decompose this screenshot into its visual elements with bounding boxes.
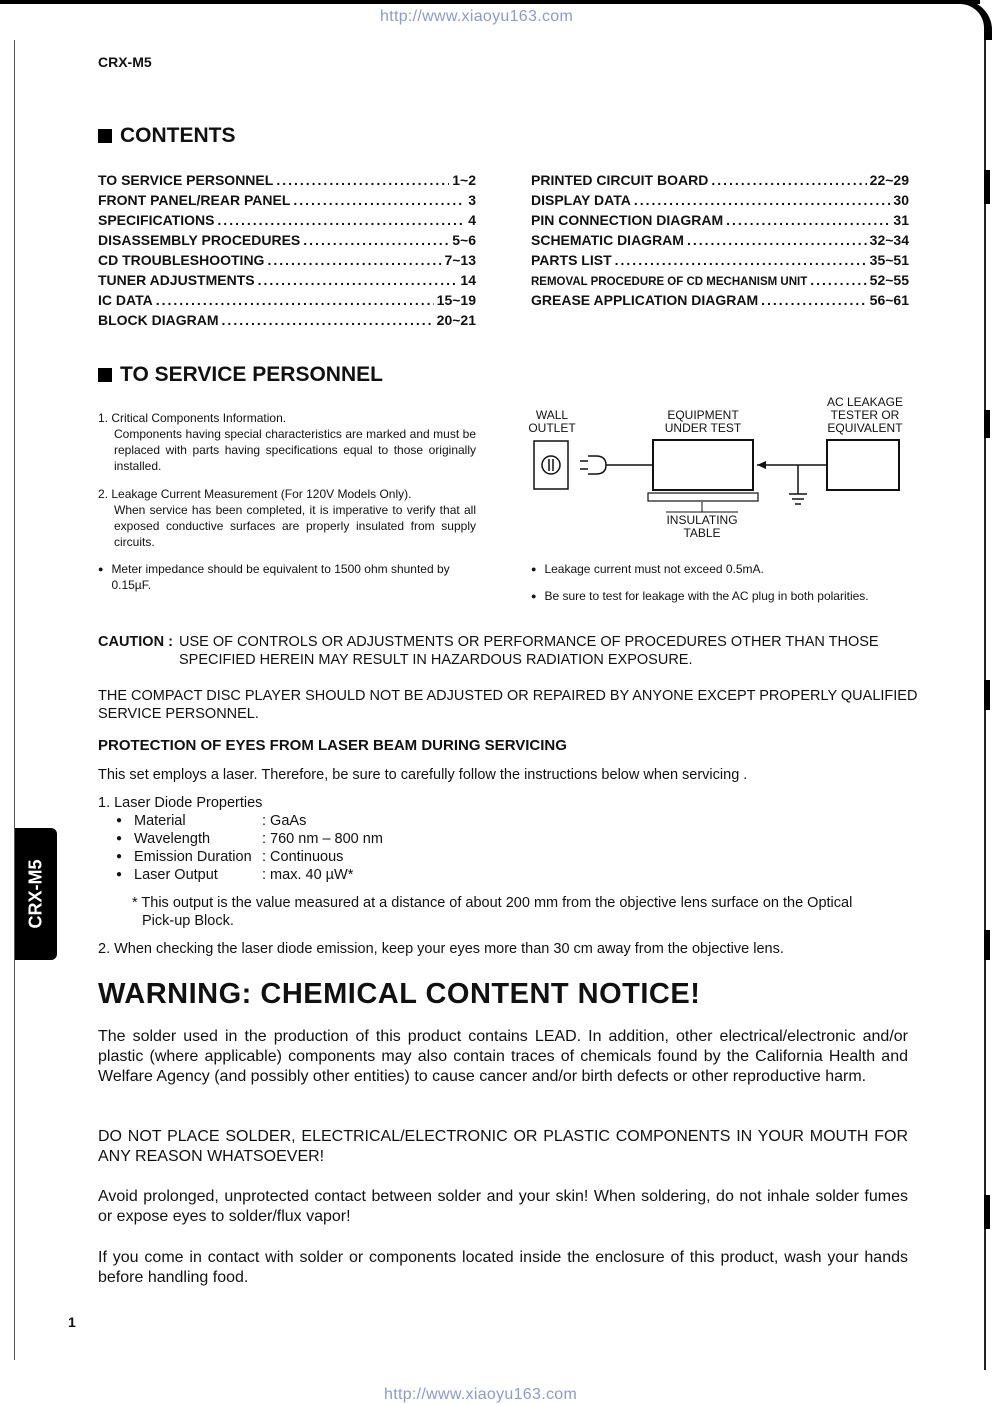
page-corner	[956, 0, 992, 40]
warning-p3: Avoid prolonged, unprotected contact between solder and your skin! When soldering, do not inhale solder fumes or expose eyes to solder/flux vapor!	[98, 1188, 908, 1225]
item-body: Components having special characteristics are marked and must be replaced with parts having specifications equal to those originally installed.	[114, 427, 476, 473]
toc-entry[interactable]: DISASSEMBLY PROCEDURES ..... 5~6	[98, 228, 476, 248]
equipment-box	[653, 440, 753, 490]
laser-item-2: 2. When checking the laser diode emission, keep your eyes more than 30 cm away from the objective lens.	[98, 941, 784, 957]
model-label: CRX-M5	[98, 54, 152, 70]
toc-entry[interactable]: PRINTED CIRCUIT BOARD ..... 22~29	[531, 168, 909, 188]
toc-entry[interactable]: PIN CONNECTION DIAGRAM ..... 31	[531, 208, 909, 228]
bullet-leak: ● Leakage current must not exceed 0.5mA.	[531, 562, 764, 576]
bullet-icon: ●	[116, 851, 123, 862]
caution-label: CAUTION :	[98, 634, 173, 650]
item-title: 2. Leakage Current Measurement (For 120V Models Only).	[98, 487, 412, 501]
tester-label: AC LEAKAGE	[826, 395, 904, 409]
arrow-icon	[757, 461, 766, 469]
warning-p1: The solder used in the production of this product contains LEAD. In addition, other electrical/electronic and/or plastic (where applicable) components may also contain traces of chemicals found by the California Health and Welfare Agency (and possibly other entities) to cause cancer and/or birth defects or other reproductive harm.	[98, 1028, 908, 1085]
tester-box	[827, 440, 899, 490]
laser-props-title: 1. Laser Diode Properties	[98, 795, 263, 811]
laser-intro: This set employs a laser. Therefore, be sure to carefully follow the instructions below when servicing .	[98, 767, 748, 783]
toc-left	[98, 168, 476, 328]
edge-mark	[984, 1195, 990, 1229]
top-rule	[0, 0, 980, 4]
toc-entry[interactable]: DISPLAY DATA ..... 30	[531, 188, 909, 208]
contents-heading-text: CONTENTS	[120, 124, 236, 147]
laser-prop: ● Wavelength : 760 nm – 800 nm	[116, 831, 383, 847]
laser-prop: ● Laser Output : max. 40 µW*	[116, 867, 354, 883]
svg-text:EQUIVALENT: EQUIVALENT	[827, 421, 903, 435]
toc-entry[interactable]: PARTS LIST ..... 35~51	[531, 248, 909, 268]
service-item-1	[98, 410, 476, 474]
left-margin-line	[14, 40, 15, 1360]
square-bullet-icon	[98, 368, 112, 382]
laser-prop: ● Material : GaAs	[116, 813, 307, 829]
toc-entry[interactable]: IC DATA ..... 15~19	[98, 288, 476, 308]
toc-entry[interactable]: SPECIFICATIONS ..... 4	[98, 208, 476, 228]
bullet-icon: ●	[98, 564, 104, 574]
toc-entry[interactable]: SCHEMATIC DIAGRAM ..... 32~34	[531, 228, 909, 248]
service-heading	[98, 363, 383, 387]
contents-heading	[98, 124, 236, 148]
toc-entry[interactable]: TUNER ADJUSTMENTS ..... 14	[98, 268, 476, 288]
svg-text:TESTER OR: TESTER OR	[830, 408, 900, 422]
bullet-icon: ●	[531, 564, 537, 574]
warning-p2: DO NOT PLACE SOLDER, ELECTRICAL/ELECTRONIC OR PLASTIC COMPONENTS IN YOUR MOUTH FOR ANY REASON WHATSOEVER!	[98, 1128, 908, 1165]
toc-entry[interactable]: BLOCK DIAGRAM ..... 20~21	[98, 308, 476, 328]
wall-outlet-label: WALL	[535, 408, 569, 422]
svg-text:OUTLET: OUTLET	[528, 421, 576, 435]
laser-prop: ● Emission Duration : Continuous	[116, 849, 344, 865]
toc-right	[531, 168, 909, 308]
warning-heading: WARNING: CHEMICAL CONTENT NOTICE!	[98, 978, 701, 1010]
toc-entry[interactable]: REMOVAL PROCEDURE OF CD MECHANISM UNIT ..... 52~55	[531, 268, 909, 288]
edge-mark	[984, 410, 990, 438]
caution-block: CAUTION : USE OF CONTROLS OR ADJUSTMENTS OR PERFORMANCE OF PROCEDURES OTHER THAN THOSE SPECIFIED HEREIN MAY RESULT IN HAZARDOUS RADIATION EXPOSURE.	[98, 634, 879, 668]
toc-entry[interactable]: CD TROUBLESHOOTING ..... 7~13	[98, 248, 476, 268]
laser-footnote: * This output is the value measured at a distance of about 200 mm from the objective lens surface on the Optical Pick-up Block.	[132, 895, 853, 929]
table-label: INSULATING	[666, 513, 738, 527]
laser-heading: PROTECTION OF EYES FROM LASER BEAM DURING SERVICING	[98, 737, 567, 754]
toc-entry[interactable]: TO SERVICE PERSONNEL ..... 1~2	[98, 168, 476, 188]
edge-mark	[984, 930, 990, 960]
bullet-icon: ●	[116, 869, 123, 880]
insulating-table	[648, 493, 758, 501]
item-title: 1. Critical Components Information.	[98, 411, 287, 425]
bullet-icon: ●	[116, 833, 123, 844]
bullet-meter: ● Meter impedance should be equivalent to 1500 ohm shunted by 0.15µF.	[98, 562, 450, 592]
bullet-test: ● Be sure to test for leakage with the AC plug in both polarities.	[531, 589, 869, 603]
page-number: 1	[68, 1314, 76, 1330]
svg-text:UNDER TEST: UNDER TEST	[664, 421, 742, 435]
side-tab-label: CRX-M5	[25, 859, 46, 929]
svg-text:TABLE: TABLE	[683, 526, 721, 540]
toc-entry[interactable]: FRONT PANEL/REAR PANEL ..... 3	[98, 188, 476, 208]
bullet-icon: ●	[116, 815, 123, 826]
laser-props	[116, 812, 383, 884]
cd-notice: THE COMPACT DISC PLAYER SHOULD NOT BE ADJUSTED OR REPAIRED BY ANYONE EXCEPT PROPERLY QUALIFIED SERVICE PERSONNEL.	[98, 688, 918, 722]
warning-p4: If you come in contact with solder or components located inside the enclosure of this product, wash your hands before handling food.	[98, 1249, 908, 1286]
side-tab	[15, 828, 57, 960]
square-bullet-icon	[98, 129, 112, 143]
bullet-icon: ●	[531, 591, 537, 601]
watermark-url-bottom[interactable]: http://www.xiaoyu163.com	[384, 1386, 578, 1403]
service-heading-text: TO SERVICE PERSONNEL	[120, 363, 383, 386]
outlet-socket-icon	[542, 456, 560, 474]
equipment-label: EQUIPMENT	[667, 408, 739, 422]
edge-mark	[984, 680, 990, 710]
wall-outlet-box	[534, 441, 568, 489]
watermark-url-top[interactable]: http://www.xiaoyu163.com	[380, 8, 574, 25]
toc-entry[interactable]: GREASE APPLICATION DIAGRAM ..... 56~61	[531, 288, 909, 308]
service-item-2	[98, 486, 476, 550]
leakage-test-diagram	[520, 392, 920, 544]
edge-mark	[984, 170, 990, 204]
item-body: When service has been completed, it is imperative to verify that all exposed conductive surfaces are properly insulated from supply circuits.	[114, 503, 476, 549]
plug-icon	[588, 456, 606, 474]
